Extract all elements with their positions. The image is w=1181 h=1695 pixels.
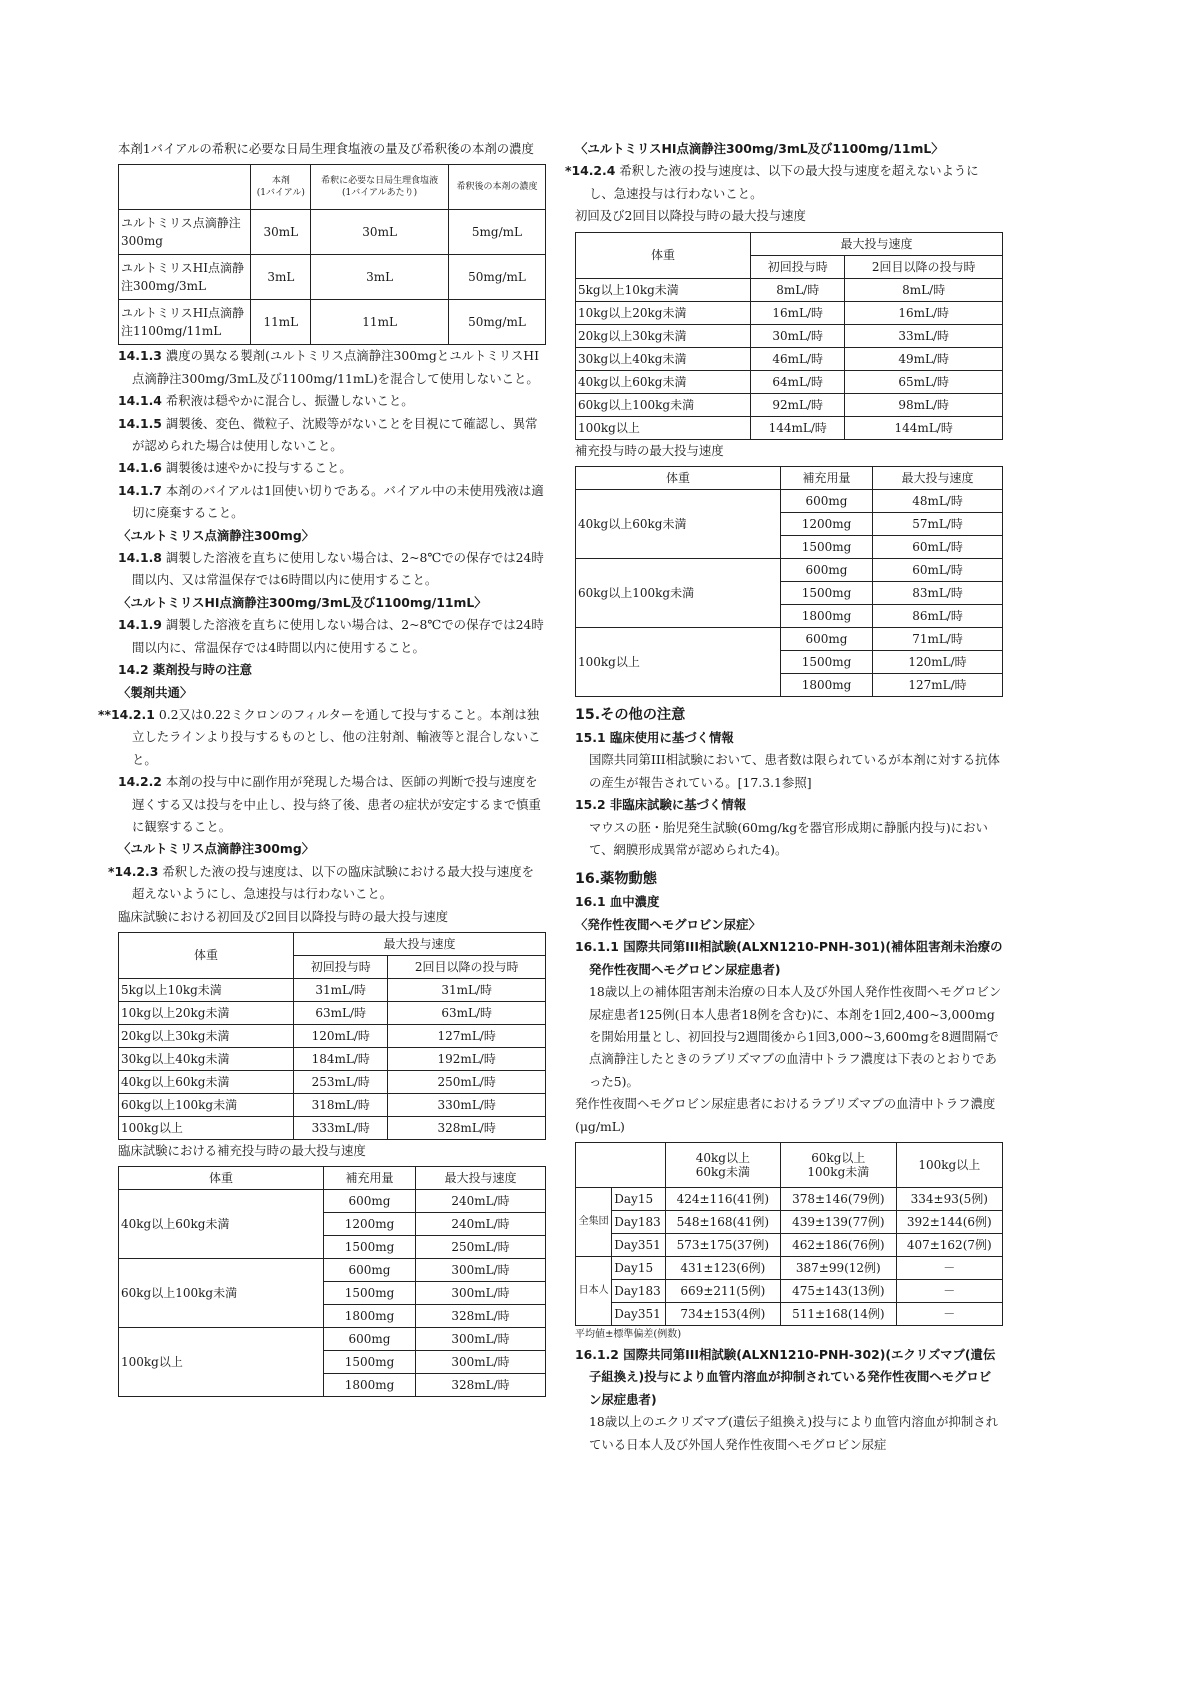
conc-val: 475±143(13例) [781, 1279, 896, 1302]
conc-group: 全集団 [576, 1187, 612, 1256]
table-row [119, 1328, 546, 1351]
dil-h-saline: 希釈に必要な日局生理食塩液 [321, 176, 439, 187]
table-row [576, 347, 1003, 370]
rate-weight: 40kg以上60kg未満 [119, 1070, 294, 1093]
para-14-1-6: 14.1.6 調製後は速やかに投与すること。 [118, 460, 352, 476]
supp-dose: 1800mg [323, 1305, 415, 1328]
rate-h-second: 2回目以降の投与時 [845, 255, 1003, 278]
supp-h-rate: 最大投与速度 [873, 467, 1003, 490]
rate-second: 31mL/時 [388, 978, 546, 1001]
para-14-1-5: 14.1.5 調製後、変色、微粒子、沈殿等がないことを目視にて確認し、異常が認められた場合は使用しないこと。 [118, 415, 538, 454]
para-14-1-9: 14.1.9 調製した溶液を直ちに使用しない場合は、2~8℃での保存では24時間以内に、常温保存では4時間以内に使用すること。 [118, 617, 544, 655]
rate-weight: 10kg以上20kg未満 [576, 301, 751, 324]
rate-h-max: 最大投与速度 [751, 232, 1003, 255]
conc-day: Day183 [612, 1210, 665, 1233]
rate-first: 92mL/時 [751, 393, 845, 416]
rate-table-left [118, 932, 546, 1140]
conc-val: 334±93(5例) [896, 1187, 1002, 1210]
table-row [119, 1259, 546, 1282]
conc-val: 734±153(4例) [665, 1302, 780, 1325]
para-14-2-1: **14.2.1 0.2又は0.22ミクロンのフィルターを通して投与すること。本剤は独立したラインより投与するものとし、他の注射剤、輸液等と混合しないこと。 [98, 706, 541, 767]
rate-second: 192mL/時 [388, 1047, 546, 1070]
conc-val: － [896, 1279, 1002, 1302]
supp-dose: 1500mg [323, 1236, 415, 1259]
heading-14-2: 14.2 薬剤投与時の注意 [118, 662, 253, 678]
table-row [576, 490, 1003, 513]
supp-dose: 1500mg [780, 536, 872, 559]
conc-day: Day351 [612, 1233, 665, 1256]
rate-second: 8mL/時 [845, 278, 1003, 301]
rate-second: 65mL/時 [845, 370, 1003, 393]
supp-rate: 328mL/時 [416, 1305, 546, 1328]
rate-second: 330mL/時 [388, 1093, 546, 1116]
table-row [119, 1070, 546, 1093]
dil-h-vial: (1バイアル) [256, 188, 305, 199]
rate-h-first: 初回投与時 [751, 255, 845, 278]
table-row [576, 370, 1003, 393]
conc-val: 462±186(76例) [781, 1233, 896, 1256]
dil-h-per-vial: (1バイアルあたり) [342, 188, 418, 199]
rate-weight: 10kg以上20kg未満 [119, 1001, 294, 1024]
subheading-pnh: 〈発作性夜間ヘモグロビン尿症〉 [575, 916, 761, 932]
supp-rate: 300mL/時 [416, 1328, 546, 1351]
rate-weight: 60kg以上100kg未満 [119, 1093, 294, 1116]
table-row [119, 255, 546, 300]
supp-dose: 1500mg [780, 651, 872, 674]
table-row [576, 559, 1003, 582]
heading-16-1-2: 16.1.2 国際共同第III相試験(ALXN1210-PNH-302)(エクリズマブ(遺伝子組換え)投与により血管内溶血が抑制されている発作性夜間ヘモグロビン尿症患者) [575, 1346, 996, 1407]
supp-dose: 1500mg [323, 1351, 415, 1374]
supp-rate: 300mL/時 [416, 1351, 546, 1374]
supp-h-weight: 体重 [576, 467, 781, 490]
conc-day: Day351 [612, 1302, 665, 1325]
table-row [119, 978, 546, 1001]
conc-val: 669±211(5例) [665, 1279, 780, 1302]
rate-weight: 100kg以上 [576, 416, 751, 439]
para-16-1-1: 18歳以上の補体阻害剤未治療の日本人及び外国人発作性夜間ヘモグロビン尿症患者125例(日本人患者18例を含む)に、本剤を1回2,400~3,000mgを開始用量とし、初回投与2週間後から1回3,000~3,600mgを8週間隔で点滴静注したときのラブリズマブの血清中トラフ濃度は下表のとおりであった5)。 [589, 984, 1002, 1089]
supp-h-dose: 補充用量 [780, 467, 872, 490]
supp-dose: 1800mg [780, 605, 872, 628]
para-15-1: 国際共同第III相試験において、患者数は限られているが本剤に対する抗体の産生が報告されている。[17.3.1参照] [589, 752, 1000, 790]
supp-h-weight: 体重 [119, 1167, 324, 1190]
subheading-hi: 〈ユルトミリスHI点滴静注300mg/3mL及び1100mg/11mL〉 [118, 594, 487, 610]
rate-first: 144mL/時 [751, 416, 845, 439]
conc-day: Day15 [612, 1187, 665, 1210]
supp-rate: 86mL/時 [873, 605, 1003, 628]
rate-second: 63mL/時 [388, 1001, 546, 1024]
supp-dose: 1500mg [323, 1282, 415, 1305]
rate-first: 64mL/時 [751, 370, 845, 393]
rate-h-weight: 体重 [119, 932, 294, 978]
conc-day: Day183 [612, 1279, 665, 1302]
table-row [576, 324, 1003, 347]
table-row [119, 1001, 546, 1024]
supp-table-left [118, 1166, 546, 1397]
rate-first: 318mL/時 [294, 1093, 388, 1116]
supp-dose: 600mg [323, 1328, 415, 1351]
rate-second: 16mL/時 [845, 301, 1003, 324]
subheading-hi-r: 〈ユルトミリスHI点滴静注300mg/3mL及び1100mg/11mL〉 [575, 141, 944, 156]
conc-group: 日本人 [576, 1256, 612, 1325]
supp-dose: 600mg [780, 490, 872, 513]
supp-h-rate: 最大投与速度 [416, 1167, 546, 1190]
dil-conc: 50mg/mL [448, 255, 545, 300]
caption-conc: 発作性夜間ヘモグロビン尿症患者におけるラブリズマブの血清中トラフ濃度(μg/mL) [575, 1096, 996, 1134]
conc-table [575, 1142, 1003, 1326]
heading-15-1: 15.1 臨床使用に基づく情報 [575, 730, 734, 746]
dil-h-drug: 本剤 [271, 176, 290, 187]
table-row [119, 1024, 546, 1047]
supp-rate: 57mL/時 [873, 513, 1003, 536]
heading-16-1: 16.1 血中濃度 [575, 894, 660, 910]
para-14-1-4: 14.1.4 希釈液は穏やかに混合し、振盪しないこと。 [118, 393, 414, 409]
caption-supp: 臨床試験における補充投与時の最大投与速度 [118, 1142, 366, 1158]
supp-rate: 300mL/時 [416, 1259, 546, 1282]
rate-weight: 20kg以上30kg未満 [119, 1024, 294, 1047]
conc-val: 407±162(7例) [896, 1233, 1002, 1256]
para-14-1-7: 14.1.7 本剤のバイアルは1回使い切りである。バイアル中の未使用残液は適切に廃棄すること。 [118, 482, 544, 521]
para-14-1-8: 14.1.8 調製した溶液を直ちに使用しない場合は、2~8℃での保存では24時間以内、又は常温保存では6時間以内に使用すること。 [118, 550, 544, 588]
dil-conc: 50mg/mL [448, 300, 545, 345]
conc-h3: 100kg以上 [896, 1142, 1002, 1187]
para-14-2-3: *14.2.3 希釈した液の投与速度は、以下の臨床試験における最大投与速度を超えないようにし、急速投与は行わないこと。 [108, 863, 535, 902]
table-row [576, 1233, 1003, 1256]
conc-val: 424±116(41例) [665, 1187, 780, 1210]
supp-table-right [575, 466, 1003, 697]
subheading-common: 〈製剤共通〉 [118, 684, 193, 700]
supp-weight: 60kg以上100kg未満 [576, 559, 781, 628]
rate-second: 33mL/時 [845, 324, 1003, 347]
supp-rate: 120mL/時 [873, 651, 1003, 674]
table-row [576, 393, 1003, 416]
dil-saline: 3mL [311, 255, 449, 300]
table-row [119, 1116, 546, 1139]
dil-saline: 30mL [311, 210, 449, 255]
conc-val: 573±175(37例) [665, 1233, 780, 1256]
table-row [576, 1302, 1003, 1325]
supp-weight: 100kg以上 [119, 1328, 324, 1397]
rate-first: 63mL/時 [294, 1001, 388, 1024]
supp-rate: 48mL/時 [873, 490, 1003, 513]
conc-h2a: 60kg以上 [811, 1150, 866, 1165]
para-14-1-3: 14.1.3 濃度の異なる製剤(ユルトミリス点滴静注300mgとユルトミリスHI点滴静注300mg/3mL及び1100mg/11mL)を混合して使用しないこと。 [118, 348, 539, 386]
conc-val: － [896, 1302, 1002, 1325]
heading-15-2: 15.2 非臨床試験に基づく情報 [575, 797, 747, 813]
supp-h-dose: 補充用量 [323, 1167, 415, 1190]
table-row [119, 1190, 546, 1213]
conc-val: 378±146(79例) [781, 1187, 896, 1210]
subheading-300b: 〈ユルトミリス点滴静注300mg〉 [118, 841, 315, 857]
rate-second: 98mL/時 [845, 393, 1003, 416]
conc-day: Day15 [612, 1256, 665, 1279]
para-14-2-2: 14.2.2 本剤の投与中に副作用が発現した場合は、医師の判断で投与速度を遅くする又は投与を中止し、投与終了後、患者の症状が安定するまで慎重に観察すること。 [118, 774, 541, 834]
table-row [119, 210, 546, 255]
subheading-300: 〈ユルトミリス点滴静注300mg〉 [118, 527, 315, 543]
caption-rate: 臨床試験における初回及び2回目以降投与時の最大投与速度 [118, 908, 449, 924]
rate-second: 328mL/時 [388, 1116, 546, 1139]
supp-weight: 40kg以上60kg未満 [576, 490, 781, 559]
rate-first: 253mL/時 [294, 1070, 388, 1093]
rate-weight: 30kg以上40kg未満 [119, 1047, 294, 1070]
left-column [98, 138, 546, 1397]
dil-conc: 5mg/mL [448, 210, 545, 255]
rate-first: 46mL/時 [751, 347, 845, 370]
para-14-2-4: *14.2.4 希釈した液の投与速度は、以下の最大投与速度を超えないようにし、急速投与は行わないこと。 [565, 163, 979, 201]
caption-rate-r: 初回及び2回目以降投与時の最大投与速度 [575, 208, 806, 224]
supp-rate: 240mL/時 [416, 1213, 546, 1236]
supp-rate: 127mL/時 [873, 674, 1003, 697]
supp-dose: 600mg [323, 1190, 415, 1213]
supp-rate: 71mL/時 [873, 628, 1003, 651]
supp-dose: 1200mg [780, 513, 872, 536]
rate-weight: 100kg以上 [119, 1116, 294, 1139]
table-row [576, 301, 1003, 324]
rate-weight: 5kg以上10kg未満 [119, 978, 294, 1001]
supp-weight: 60kg以上100kg未満 [119, 1259, 324, 1328]
dil-vial: 3mL [251, 255, 311, 300]
rate-weight: 60kg以上100kg未満 [576, 393, 751, 416]
table-row [119, 300, 546, 345]
rate-h-second: 2回目以降の投与時 [388, 955, 546, 978]
table-row [576, 1187, 1003, 1210]
dil-name: ユルトミリスHI点滴静注1100mg/11mL [119, 300, 251, 345]
right-column [565, 138, 1003, 1456]
supp-dose: 1800mg [780, 674, 872, 697]
rate-second: 49mL/時 [845, 347, 1003, 370]
rate-h-weight: 体重 [576, 232, 751, 278]
conc-h1b: 60kg未満 [695, 1164, 750, 1179]
rate-first: 8mL/時 [751, 278, 845, 301]
dil-name: ユルトミリスHI点滴静注300mg/3mL [119, 255, 251, 300]
rate-first: 333mL/時 [294, 1116, 388, 1139]
table-row [576, 1279, 1003, 1302]
supp-dose: 1800mg [323, 1374, 415, 1397]
table-note: 平均値±標準偏差(例数) [575, 1328, 682, 1340]
rate-first: 184mL/時 [294, 1047, 388, 1070]
table-row [119, 1047, 546, 1070]
dil-saline: 11mL [311, 300, 449, 345]
para-16-1-2: 18歳以上のエクリズマブ(遺伝子組換え)投与により血管内溶血が抑制されている日本人及び外国人発作性夜間ヘモグロビン尿症 [589, 1414, 999, 1452]
dil-vial: 11mL [251, 300, 311, 345]
conc-val: 548±168(41例) [665, 1210, 780, 1233]
table-row [576, 628, 1003, 651]
supp-rate: 300mL/時 [416, 1282, 546, 1305]
table-row [576, 1210, 1003, 1233]
supp-rate: 250mL/時 [416, 1236, 546, 1259]
table-row [576, 278, 1003, 301]
dilution-intro: 本剤1バイアルの希釈に必要な日局生理食塩液の量及び希釈後の本剤の濃度 [118, 141, 534, 156]
conc-val: 387±99(12例) [781, 1256, 896, 1279]
dil-name: ユルトミリス点滴静注300mg [119, 210, 251, 255]
rate-h-max: 最大投与速度 [294, 932, 546, 955]
supp-dose: 1200mg [323, 1213, 415, 1236]
supp-rate: 328mL/時 [416, 1374, 546, 1397]
rate-first: 120mL/時 [294, 1024, 388, 1047]
supp-rate: 83mL/時 [873, 582, 1003, 605]
rate-weight: 20kg以上30kg未満 [576, 324, 751, 347]
conc-h2b: 100kg未満 [807, 1164, 870, 1179]
supp-dose: 600mg [780, 628, 872, 651]
supp-weight: 100kg以上 [576, 628, 781, 697]
rate-second: 144mL/時 [845, 416, 1003, 439]
conc-h1a: 40kg以上 [695, 1150, 750, 1165]
section-16-title: 16.薬物動態 [575, 871, 657, 888]
conc-val: 392±144(6例) [896, 1210, 1002, 1233]
supp-weight: 40kg以上60kg未満 [119, 1190, 324, 1259]
rate-weight: 30kg以上40kg未満 [576, 347, 751, 370]
section-15-title: 15.その他の注意 [575, 707, 686, 724]
supp-rate: 240mL/時 [416, 1190, 546, 1213]
rate-first: 30mL/時 [751, 324, 845, 347]
supp-rate: 60mL/時 [873, 536, 1003, 559]
table-row [576, 416, 1003, 439]
conc-val: － [896, 1256, 1002, 1279]
table-row [576, 1256, 1003, 1279]
conc-val: 511±168(14例) [781, 1302, 896, 1325]
supp-dose: 600mg [323, 1259, 415, 1282]
conc-val: 439±139(77例) [781, 1210, 896, 1233]
dil-h-conc: 希釈後の本剤の濃度 [448, 165, 545, 210]
rate-first: 16mL/時 [751, 301, 845, 324]
conc-val: 431±123(6例) [665, 1256, 780, 1279]
table-row [119, 1093, 546, 1116]
caption-supp-r: 補充投与時の最大投与速度 [575, 442, 724, 458]
supp-dose: 1500mg [780, 582, 872, 605]
rate-weight: 40kg以上60kg未満 [576, 370, 751, 393]
para-15-2: マウスの胚・胎児発生試験(60mg/kgを器官形成期に静脈内投与)において、網膜形成異常が認められた4)。 [589, 819, 988, 858]
rate-first: 31mL/時 [294, 978, 388, 1001]
heading-16-1-1: 16.1.1 国際共同第III相試験(ALXN1210-PNH-301)(補体阻害剤未治療の発作性夜間ヘモグロビン尿症患者) [575, 939, 1003, 977]
rate-h-first: 初回投与時 [294, 955, 388, 978]
dil-vial: 30mL [251, 210, 311, 255]
rate-weight: 5kg以上10kg未満 [576, 278, 751, 301]
rate-second: 127mL/時 [388, 1024, 546, 1047]
supp-rate: 60mL/時 [873, 559, 1003, 582]
supp-dose: 600mg [780, 559, 872, 582]
dilution-table [118, 164, 546, 345]
rate-table-right [575, 232, 1003, 440]
rate-second: 250mL/時 [388, 1070, 546, 1093]
